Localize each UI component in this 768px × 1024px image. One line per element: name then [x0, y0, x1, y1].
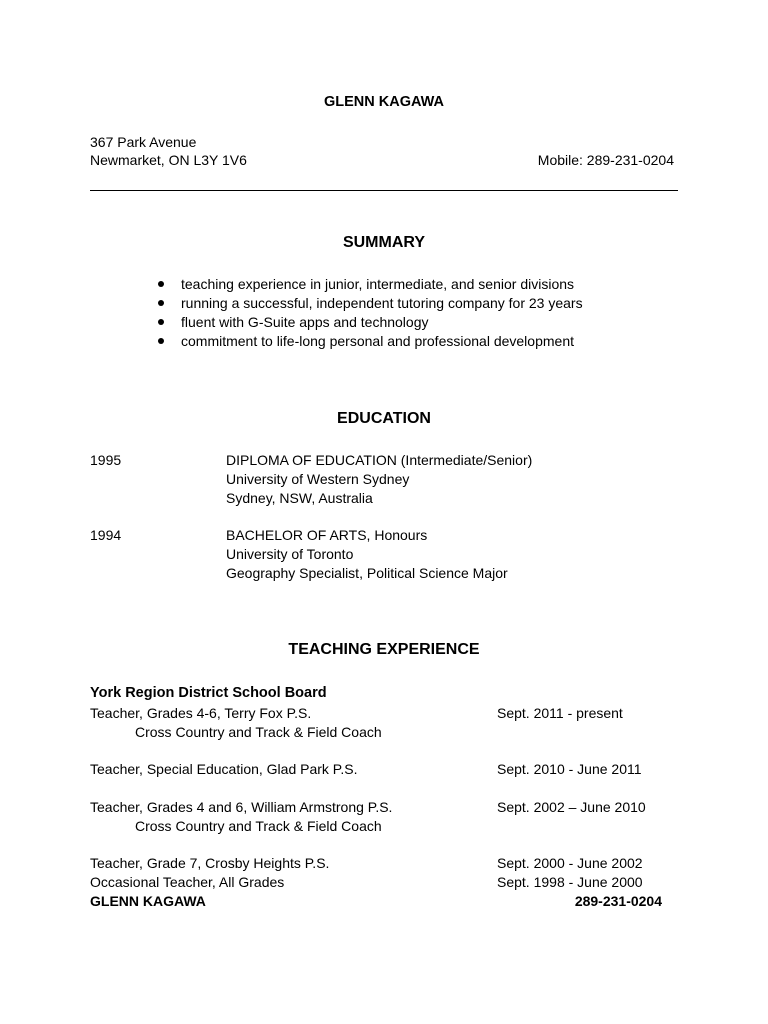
summary-list	[158, 275, 583, 351]
footer-name: GLENN KAGAWA	[90, 893, 206, 909]
education-institution: University of Toronto	[226, 546, 354, 562]
header-divider	[90, 190, 678, 191]
job-dates: Sept. 2010 - June 2011	[497, 761, 642, 777]
summary-heading: SUMMARY	[342, 234, 426, 251]
experience-heading: TEACHING EXPERIENCE	[288, 641, 480, 658]
list-item	[158, 313, 583, 332]
job-title: Occasional Teacher, All Grades	[90, 874, 285, 890]
job-title: Teacher, Special Education, Glad Park P.S.	[90, 761, 358, 777]
education-detail: Geography Specialist, Political Science Major	[226, 565, 508, 581]
education-year: 1994	[90, 527, 122, 543]
address-line-2: Newmarket, ON L3Y 1V6	[90, 152, 247, 168]
summary-item-text: commitment to life-long personal and professional development	[181, 333, 574, 349]
employer-name: York Region District School Board	[90, 685, 327, 701]
summary-item-text: teaching experience in junior, intermediate, and senior divisions	[181, 276, 575, 292]
job-title: Teacher, Grade 7, Crosby Heights P.S.	[90, 855, 330, 871]
page-title: GLENN KAGAWA	[323, 94, 445, 110]
education-detail: Sydney, NSW, Australia	[226, 490, 373, 506]
job-subtitle: Cross Country and Track & Field Coach	[135, 724, 382, 740]
education-degree: BACHELOR OF ARTS, Honours	[226, 527, 428, 543]
address-line-1: 367 Park Avenue	[90, 134, 197, 150]
list-item	[158, 294, 583, 313]
job-dates: Sept. 2000 - June 2002	[497, 855, 643, 871]
education-institution: University of Western Sydney	[226, 471, 410, 487]
job-dates: Sept. 2011 - present	[497, 705, 623, 721]
list-item	[158, 275, 583, 294]
job-title: Teacher, Grades 4-6, Terry Fox P.S.	[90, 705, 312, 721]
education-heading: EDUCATION	[337, 410, 431, 427]
job-dates: Sept. 2002 – June 2010	[497, 799, 646, 815]
footer-phone: 289-231-0204	[574, 893, 662, 909]
job-dates: Sept. 1998 - June 2000	[497, 874, 643, 890]
summary-item-text: fluent with G-Suite apps and technology	[181, 314, 429, 330]
education-degree: DIPLOMA OF EDUCATION (Intermediate/Senior)	[226, 452, 533, 468]
mobile-phone: Mobile: 289-231-0204	[537, 152, 674, 168]
bullet-icon	[158, 319, 164, 325]
summary-item-text: running a successful, independent tutoring company for 23 years	[181, 295, 583, 311]
bullet-icon	[158, 281, 164, 287]
bullet-icon	[158, 300, 164, 306]
job-title: Teacher, Grades 4 and 6, William Armstrong P.S.	[90, 799, 393, 815]
education-year: 1995	[90, 452, 122, 468]
list-item	[158, 332, 583, 351]
job-subtitle: Cross Country and Track & Field Coach	[135, 818, 382, 834]
bullet-icon	[158, 338, 164, 344]
